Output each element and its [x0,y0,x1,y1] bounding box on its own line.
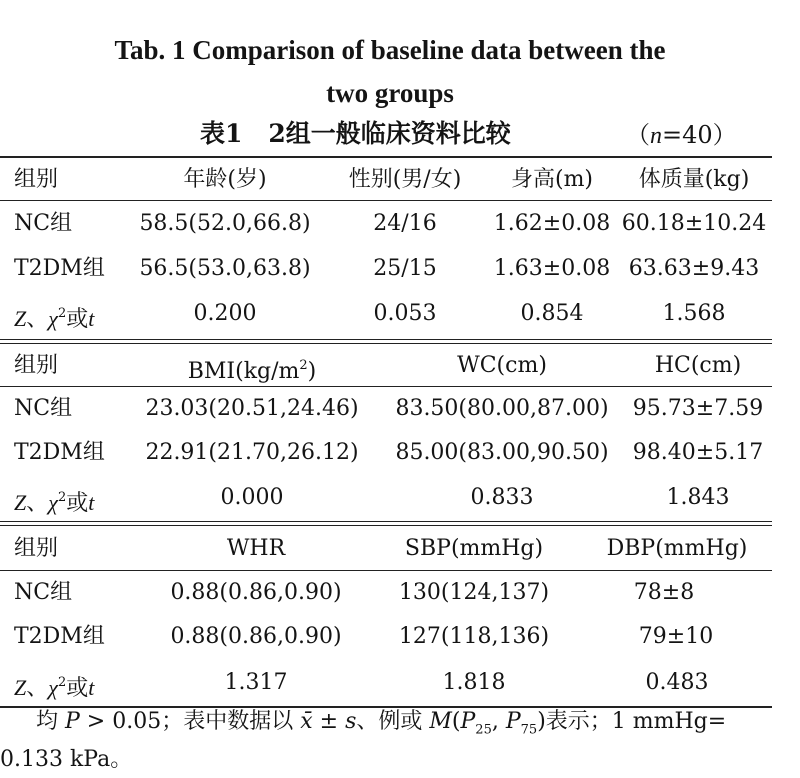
column-header-hc: HC(cm) [654,353,742,378]
row-label-statistic: Z、$\chi^2$或t [14,490,95,516]
table-cell: 0.854 [520,301,584,326]
table-cell: 1.63±0.08 [493,256,611,281]
column-header-sex: 性别(男/女) [348,167,462,192]
table-header-row [0,157,800,203]
table-row [0,614,800,660]
table-cell: 127(118,136) [398,624,550,649]
table-header-row [0,526,800,572]
table-row [0,475,800,521]
column-header-height: 身高(m) [510,167,594,192]
row-label: T2DM组 [14,440,105,465]
table-cell: 22.91(21.70,26.12) [145,440,359,465]
column-header-weight: 体质量(kg) [638,167,750,192]
table-row [0,201,800,247]
table-title-en-line2: two groups [326,78,454,108]
column-header-sbp: SBP(mmHg) [404,536,544,561]
table-title-cn-text: 2组一般临床资料比较 [268,119,511,148]
column-header-bmi: $BMI(kg/m^2)$ [187,358,317,384]
column-header-whr: WHR [226,536,286,561]
section-rule-2a [0,521,772,522]
row-label: T2DM组 [14,624,105,649]
table-cell: 83.50(80.00,87.00) [395,396,609,421]
row-label: T2DM组 [14,256,105,281]
table-cell: 0.483 [645,670,709,695]
table-number-cn: 表1 [200,119,243,148]
row-label-statistic: Z、$\chi^2$或t [14,306,95,332]
row-label: NC组 [14,396,73,421]
table-row [0,386,800,432]
table-cell: 0.88(0.86,0.90) [170,580,342,605]
row-label: NC组 [14,211,73,236]
table-footnote: 均 P > 0.05；表中数据以 x̄ ± s、例或 $M(P_{25}$, $P_{75}$)表示；1 mmHg= [36,709,727,738]
table-cell: 56.5(53.0,63.8) [139,256,311,281]
table-cell: 95.73±7.59 [632,396,764,421]
table-cell: 0.833 [470,485,534,510]
column-header-group: 组别 [14,353,59,378]
table-cell: 98.40±5.17 [632,440,764,465]
table-title-cn [200,113,511,155]
table-cell: 23.03(20.51,24.46) [145,396,359,421]
column-header-wc: WC(cm) [457,353,547,378]
table-row [0,246,800,292]
table-cell: 60.18±10.24 [621,211,767,236]
table-cell: 1.843 [666,485,730,510]
sample-size-note: （n=40） [626,121,737,149]
table-cell: 58.5(52.0,66.8) [139,211,311,236]
table-cell: 0.053 [373,301,437,326]
table-cell: 0.000 [220,485,284,510]
column-header-age: 年龄(岁) [183,167,267,192]
table-title-en-line1: Tab. 1 Comparison of baseline data between the [114,35,666,65]
section-rule-1a [0,339,772,340]
table-row [0,291,800,337]
table-cell: 130(124,137) [398,580,550,605]
table-cell: 0.88(0.86,0.90) [170,624,342,649]
table-cell: 24/16 [373,211,437,236]
table-cell: 79±10 [638,624,714,649]
table-cell: 1.62±0.08 [493,211,611,236]
table-row [0,660,800,706]
table-header-row [0,343,800,389]
column-header-dbp: DBP(mmHg) [606,536,748,561]
table-cell: 78±8 [633,580,695,605]
row-label-statistic: Z、$\chi^2$或t [14,675,95,701]
column-header-group: 组别 [14,536,59,561]
table-cell: 1.317 [224,670,288,695]
table-cell: 1.568 [662,301,726,326]
row-label: NC组 [14,580,73,605]
table-cell: 85.00(83.00,90.50) [395,440,609,465]
table-cell: 1.818 [442,670,506,695]
table-cell: 63.63±9.43 [628,256,760,281]
table-row [0,430,800,476]
table-cell: 0.200 [193,301,257,326]
column-header-group: 组别 [14,167,59,192]
table-footnote-line2: 0.133 kPa。 [0,747,133,772]
table-row [0,570,800,616]
table-cell: 25/15 [373,256,437,281]
